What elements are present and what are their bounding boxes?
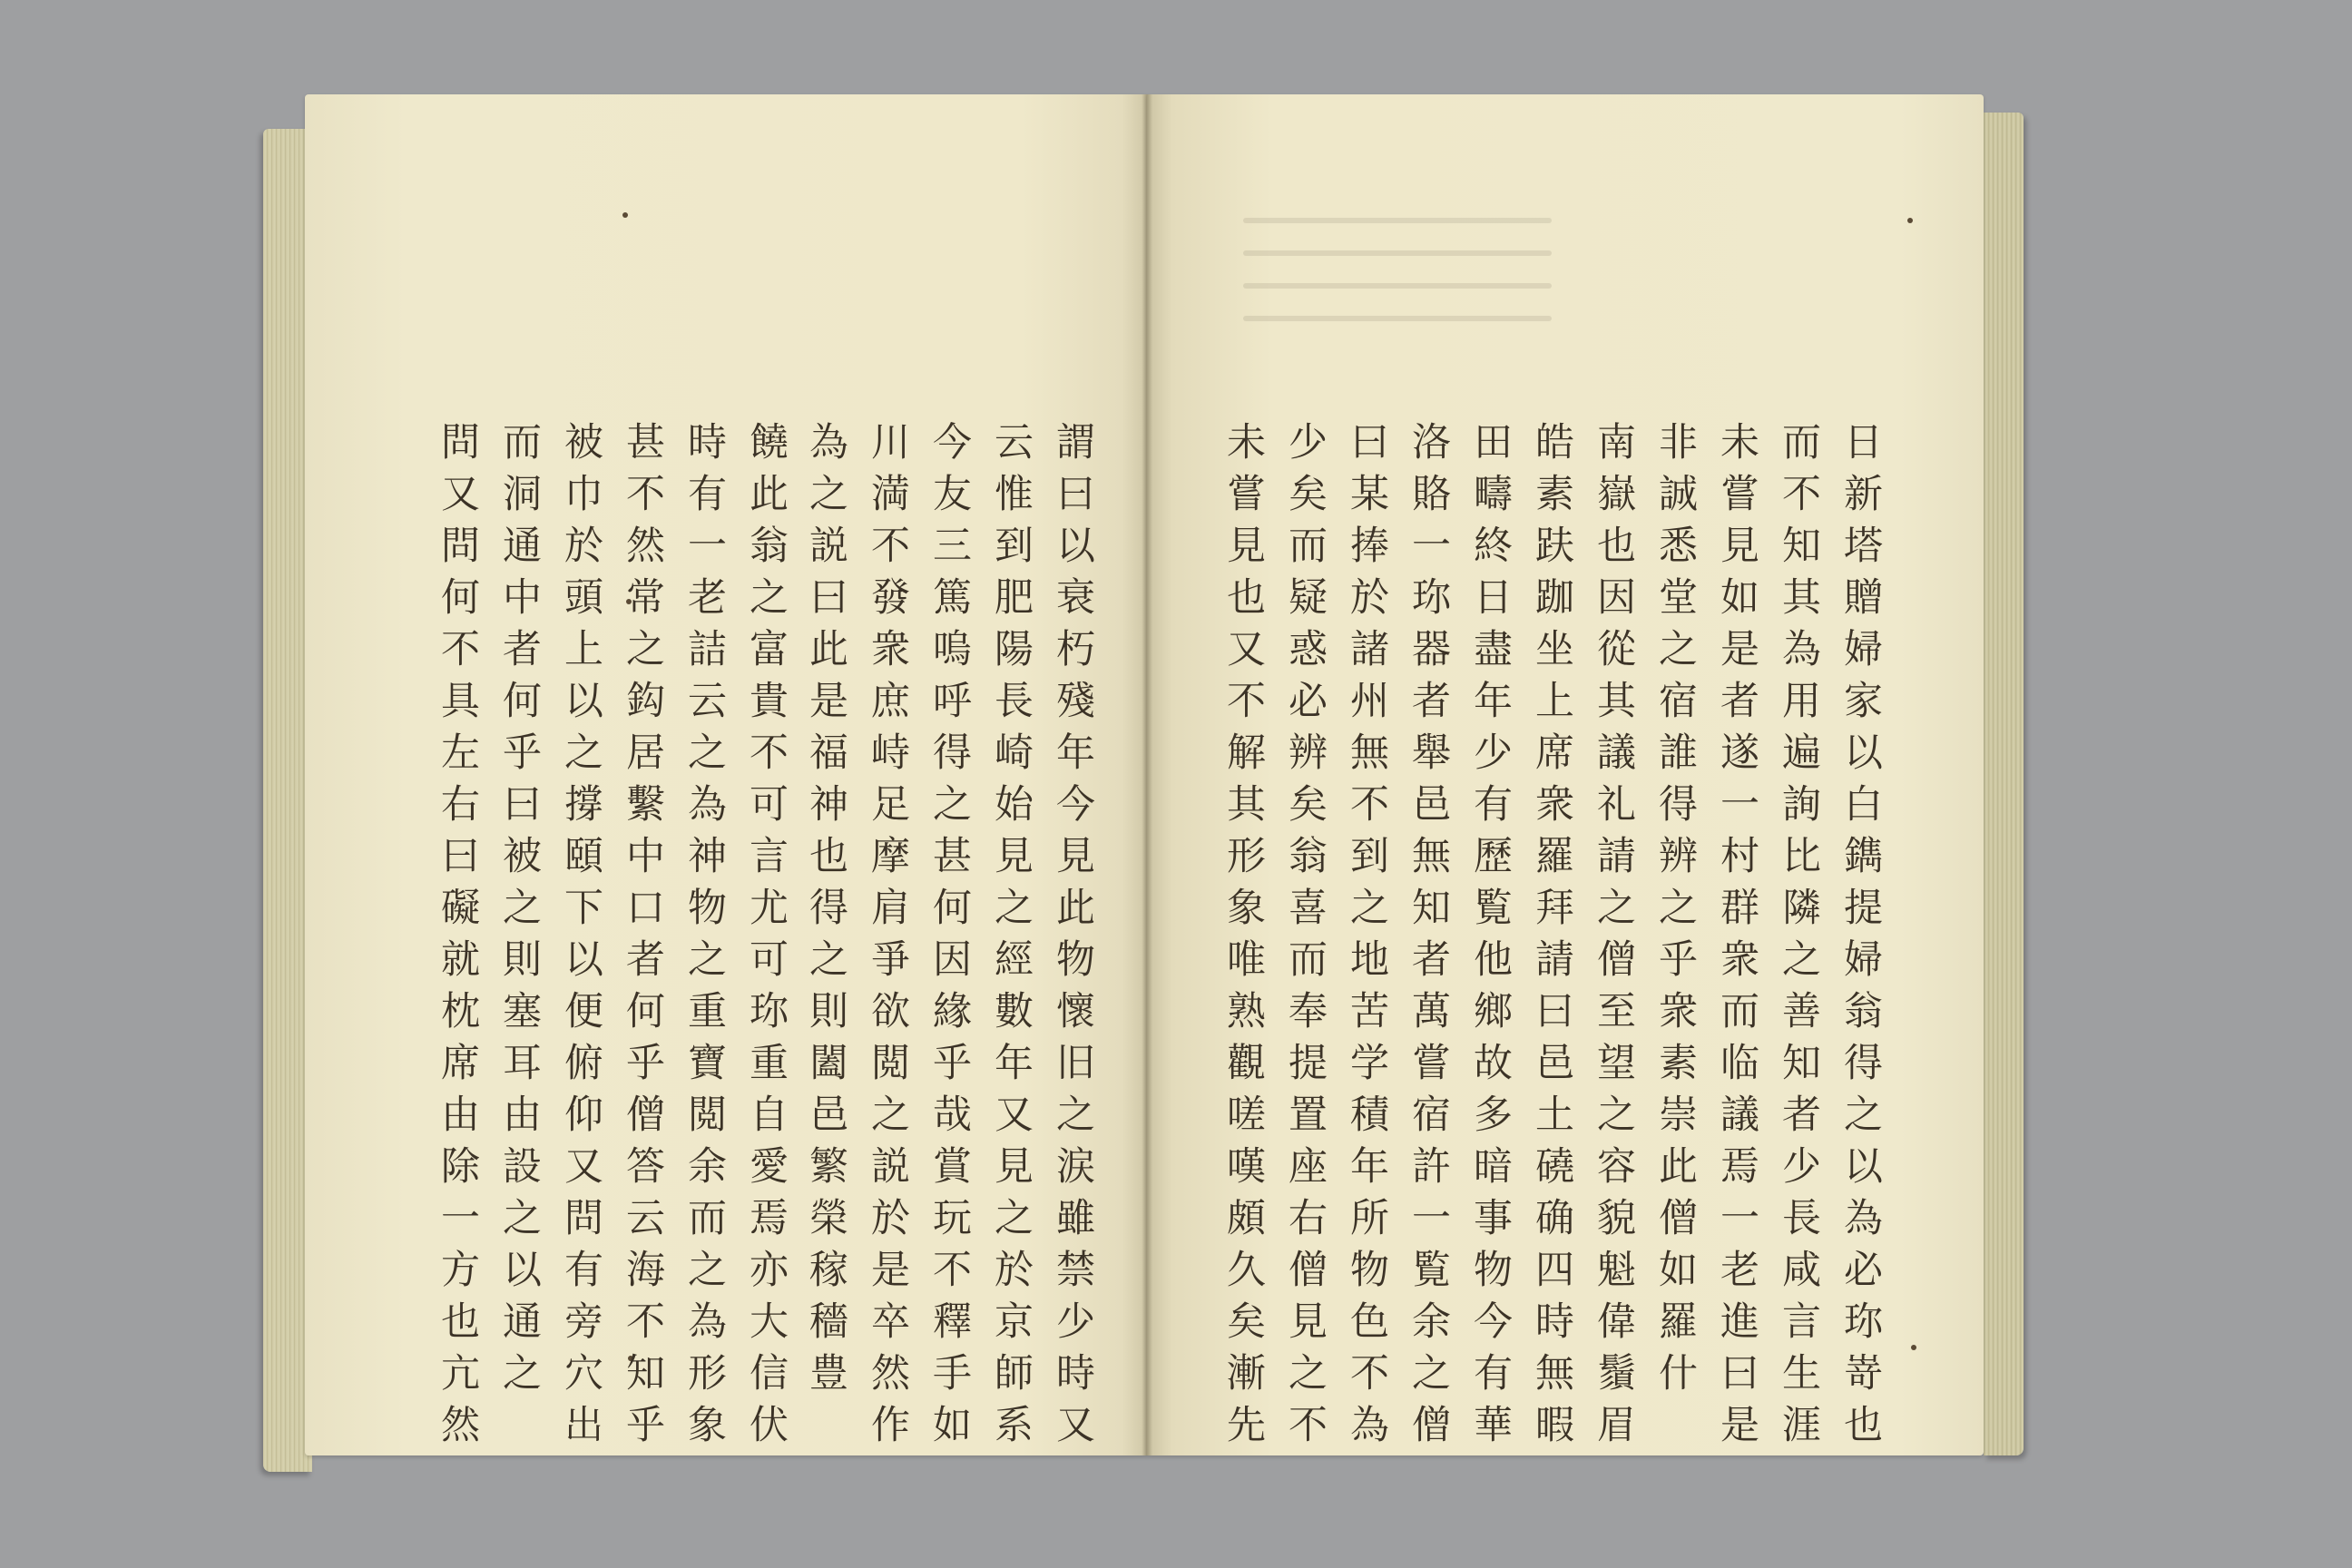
text-column: 為之説曰此是福神也得之則闔邑繁榮稼穡豊	[803, 421, 848, 1404]
text-column: 南嶽也因從其議礼請之僧至望之容貌魁偉鬚眉	[1591, 421, 1636, 1455]
right-page	[1147, 94, 1984, 1455]
text-column: 云惟到肥陽長崎始見之經數年又見之於京師系	[988, 421, 1034, 1455]
text-column: 田疇終日盡年少有歷覧他鄉故多暗事物今有華	[1467, 421, 1513, 1455]
text-column: 謂曰以衰朽殘年今見此物懷旧之涙雖禁少時又	[1050, 421, 1095, 1455]
text-column: 而洞通中者何乎曰被之則塞耳由設之以通之	[496, 421, 542, 1404]
text-column: 今友三篤嗚呼得之甚何因緣乎哉賞玩不釋手如	[926, 421, 972, 1455]
text-column: 非誠悉堂之宿誰得辨之乎衆素崇此僧如羅什	[1652, 421, 1698, 1404]
text-column: 少矣而疑惑必辨矣翁喜而奉提置座右僧見之不	[1282, 421, 1328, 1455]
right-page-edges	[1984, 113, 2024, 1455]
text-column: 皓素趺跏坐上席衆羅拜請曰邑土磽确四時無暇	[1529, 421, 1574, 1455]
text-column: 時有一老詰云之為神物之重寶閲余而之為形象	[681, 421, 727, 1455]
text-column: 饒此翁之富貴不可言尤可珎重自愛焉亦大信伏	[743, 421, 789, 1455]
open-book	[263, 87, 2024, 1485]
text-column: 未嘗見也又不解其形象唯熟觀嗟嘆頗久矣漸先	[1220, 421, 1266, 1455]
text-column: 被巾於頭上以之撐頤下以便俯仰又問有旁穴出	[558, 421, 603, 1455]
text-column: 未嘗見如是者遂一村群衆而临議焉一老進曰是	[1714, 421, 1759, 1455]
text-column: 洛賂一珎器者舉邑無知者萬嘗宿許一覧余之僧	[1406, 421, 1451, 1455]
page-mark	[1911, 1345, 1916, 1350]
page-mark	[622, 212, 628, 218]
text-column: 川満不發衆庶峙足摩肩爭欲閲之説於是卒然作	[865, 421, 910, 1455]
text-column: 日新塔贈婦家以白鐫提婦翁得之以為必珎嵜也	[1838, 421, 1883, 1455]
text-column: 問又問何不具左右曰礙就枕席由除一方也亢然	[435, 421, 480, 1455]
page-mark	[1907, 218, 1913, 223]
left-page	[305, 94, 1147, 1455]
text-column: 而不知其為用遍詢比隣之善知者少長咸言生涯	[1776, 421, 1821, 1455]
book-gutter	[1142, 94, 1152, 1455]
text-column: 甚不然常之鈎居繫中口者何乎僧答云海不知乎	[620, 421, 665, 1455]
text-column: 曰某捧於諸州無不到之地苦学積年所物色不為	[1344, 421, 1389, 1455]
